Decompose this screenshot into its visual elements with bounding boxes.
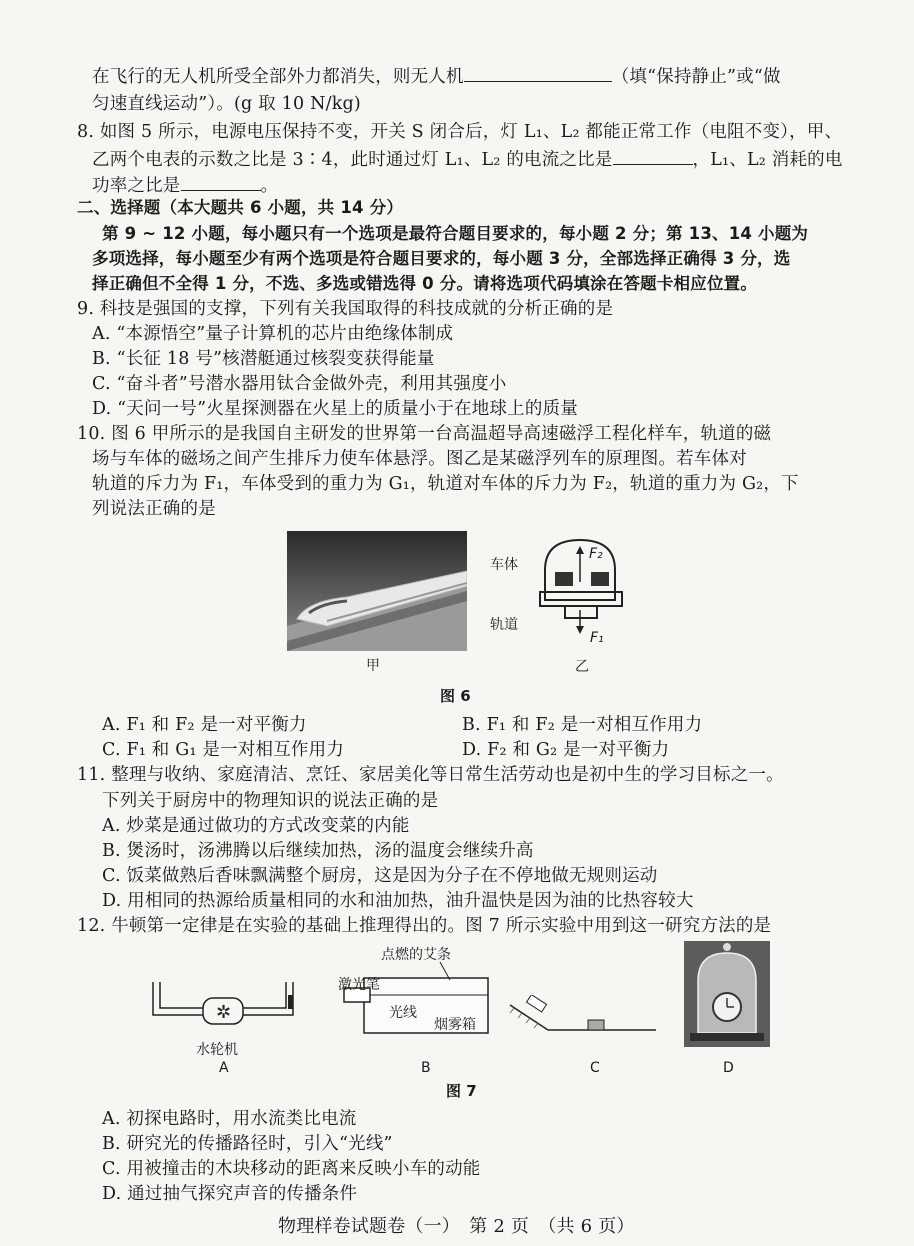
figure-caption: 图 7 [446,1082,477,1100]
maglev-photo [287,531,467,651]
q11-option-a[interactable]: A. 炒菜是通过做功的方式改变菜的内能 [102,816,410,836]
answer-blank[interactable] [181,172,261,191]
fig-label: 乙 [575,659,589,675]
page-footer: 物理样卷试题卷（一） 第 2 页 （共 6 页） [278,1216,635,1237]
q10-option-d[interactable]: D. F₂ 和 G₂ 是一对平衡力 [462,740,670,760]
q11-line-1: 11. 整理与收纳、家庭清洁、烹饪、家居美化等日常生活劳动也是初中生的学习目标之一。 [77,765,784,785]
q8-text: 。 [260,176,279,196]
q9-option-a[interactable]: A. “本源悟空”量子计算机的芯片由绝缘体制成 [92,324,454,344]
label-aitiao: 点燃的艾条 [381,947,451,963]
q10-line-4: 列说法正确的是 [92,499,216,519]
label-shuilunji: 水轮机 [196,1042,238,1058]
q9-stem: 9. 科技是强国的支撑，下列有关我国取得的科技成就的分析正确的是 [77,299,614,319]
figure-caption: 图 6 [440,687,471,705]
q8-text: ，L₁、L₂ 消耗的电 [692,150,843,170]
answer-blank[interactable] [613,146,693,165]
svg-text:✲: ✲ [216,1002,232,1023]
bell-jar-photo [684,941,770,1047]
q8-line-3 [92,172,278,198]
q8-line-2 [92,146,843,172]
section-instruction: 多项选择，每小题至少有两个选项是符合题目要求的，每小题 3 分，全部选择正确得 3 分，选 [92,249,791,268]
q9-option-d[interactable]: D. “天问一号”火星探测器在火星上的质量小于在地球上的质量 [92,399,578,419]
q12-stem: 12. 牛顿第一定律是在实验的基础上推理得出的。图 7 所示实验中用到这一研究方法的是 [77,916,772,936]
label-guangxian: 光线 [389,1005,417,1021]
q12-option-d[interactable]: D. 通过抽气探究声音的传播条件 [102,1184,358,1204]
incline-diagram [508,995,658,1040]
q11-option-c[interactable]: C. 饭菜做熟后香味飘满整个厨房，这是因为分子在不停地做无规则运动 [102,866,658,886]
q8-line-1: 8. 如图 5 所示，电源电压保持不变，开关 S 闭合后，灯 L₁、L₂ 都能正常工作（电阻不变），甲、 [77,122,843,142]
q9-option-c[interactable]: C. “奋斗者”号潜水器用钛合金做外壳，利用其强度小 [92,374,507,394]
answer-blank[interactable] [464,63,612,82]
label-f2: F₂ [589,546,603,562]
q10-line-3: 轨道的斥力为 F₁，车体受到的重力为 G₁，轨道对车体的斥力为 F₂，轨道的重力为 G₂，下 [92,474,799,494]
q11-line-2: 下列关于厨房中的物理知识的说法正确的是 [102,791,439,811]
intro-text: 在飞行的无人机所受全部外力都消失，则无人机 [92,67,464,87]
q12-option-a[interactable]: A. 初探电路时，用水流类比电流 [102,1109,357,1129]
intro-line-2: 匀速直线运动”）。(g 取 10 N/kg) [92,94,361,114]
q12-option-c[interactable]: C. 用被撞击的木块移动的距离来反映小车的动能 [102,1159,481,1179]
section-instruction: 择正确但不全得 1 分，不选、多选或错选得 0 分。请将选项代码填涂在答题卡相应位置。 [92,274,758,293]
water-turbine-diagram [148,980,300,1040]
fig-label: 甲 [366,658,380,674]
fig-label: B [421,1060,431,1076]
q10-line-1: 10. 图 6 甲所示的是我国自主研发的世界第一台高温超导高速磁浮工程化样车，轨道的磁 [77,424,772,444]
label-jiguangbi: 激光笔 [338,977,380,993]
section-title: 二、选择题（本大题共 6 小题，共 14 分） [77,198,404,217]
intro-line-1 [92,63,781,89]
label-cheti: 车体 [490,557,518,573]
fig-label: C [590,1060,600,1076]
q10-option-a[interactable]: A. F₁ 和 F₂ 是一对平衡力 [102,715,307,735]
q10-option-c[interactable]: C. F₁ 和 G₁ 是一对相互作用力 [102,740,345,760]
intro-text: （填“保持静止”或“做 [611,67,781,87]
label-f1: F₁ [590,630,604,646]
q10-line-2: 场与车体的磁场之间产生排斥力使车体悬浮。图乙是某磁浮列车的原理图。若车体对 [92,449,747,469]
q12-option-b[interactable]: B. 研究光的传播路径时，引入“光线” [102,1134,393,1154]
q11-option-d[interactable]: D. 用相同的热源给质量相同的水和油加热，油升温快是因为油的比热容较大 [102,891,694,911]
fig-label: D [723,1060,734,1076]
q9-option-b[interactable]: B. “长征 18 号”核潜艇通过核裂变获得能量 [92,349,435,369]
label-guidao: 轨道 [490,617,518,633]
maglev-diagram [535,530,635,660]
q8-text: 功率之比是 [92,176,181,196]
fig-label: A [219,1060,229,1076]
label-yanwuxiang: 烟雾箱 [434,1017,476,1033]
q8-text: 乙两个电表的示数之比是 3∶4，此时通过灯 L₁、L₂ 的电流之比是 [92,150,613,170]
section-instruction: 第 9 ~ 12 小题，每小题只有一个选项是最符合题目要求的，每小题 2 分；第 13、14 小题为 [102,224,809,243]
q11-option-b[interactable]: B. 煲汤时，汤沸腾以后继续加热，汤的温度会继续升高 [102,841,534,861]
q10-option-b[interactable]: B. F₁ 和 F₂ 是一对相互作用力 [462,715,703,735]
